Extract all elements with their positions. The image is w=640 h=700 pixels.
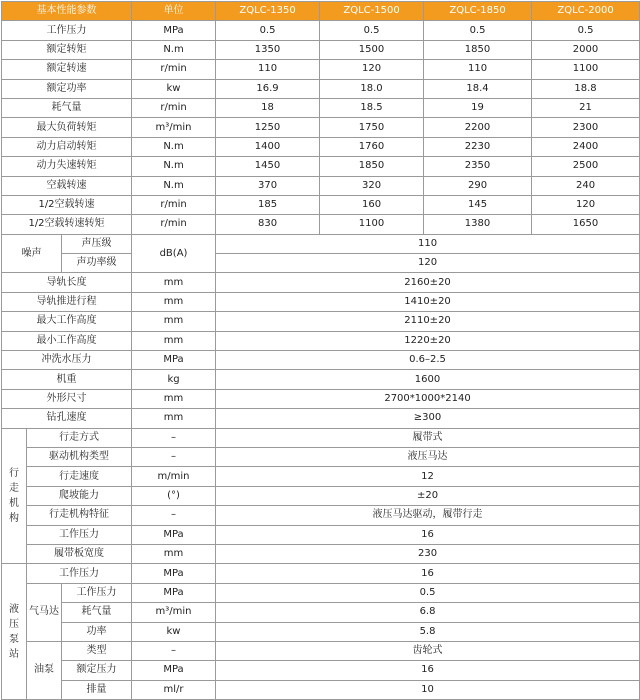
unit-cell: m³/min <box>132 118 216 137</box>
unit-cell: N.m <box>132 137 216 156</box>
unit-cell: – <box>132 506 216 525</box>
value-cell: 19 <box>424 98 532 117</box>
value-cell: 120 <box>216 254 640 273</box>
value-cell: 1760 <box>320 137 424 156</box>
travel-row <box>2 447 640 466</box>
unit-cell: mm <box>132 312 216 331</box>
param-label: 额定转速 <box>2 60 132 79</box>
header-row <box>2 2 640 21</box>
value-cell: 1400 <box>216 137 320 156</box>
param-label: 最大负荷转矩 <box>2 118 132 137</box>
value-cell: 16 <box>216 564 640 583</box>
common-row <box>2 351 640 370</box>
unit-cell: r/min <box>132 98 216 117</box>
hydraulic-row <box>2 680 640 699</box>
param-label: 动力启动转矩 <box>2 137 132 156</box>
model-row <box>2 157 640 176</box>
value-cell: 齿轮式 <box>216 641 640 660</box>
value-cell: 2230 <box>424 137 532 156</box>
param-label: 工作压力 <box>62 583 132 602</box>
unit-cell: mm <box>132 409 216 428</box>
value-cell: 1100 <box>532 60 640 79</box>
param-label: 耗气量 <box>2 98 132 117</box>
unit-cell: MPa <box>132 564 216 583</box>
value-cell: 16 <box>216 525 640 544</box>
model-row <box>2 60 640 79</box>
value-cell: 120 <box>320 60 424 79</box>
param-label: 1/2空载转速 <box>2 195 132 214</box>
hydraulic-row <box>2 641 640 660</box>
hydraulic-group-label: 液 压 泵 站 <box>2 564 27 700</box>
value-cell: 18.4 <box>424 79 532 98</box>
param-label: 行走速度 <box>27 467 132 486</box>
value-cell: 2400 <box>532 137 640 156</box>
value-cell: 1850 <box>424 40 532 59</box>
value-cell: 0.5 <box>216 21 320 40</box>
value-cell: 1350 <box>216 40 320 59</box>
param-label: 爬坡能力 <box>27 486 132 505</box>
model-row <box>2 79 640 98</box>
unit-cell: mm <box>132 331 216 350</box>
value-cell: 230 <box>216 544 640 563</box>
unit-cell: kw <box>132 79 216 98</box>
param-label: 行走机构特征 <box>27 506 132 525</box>
param-label: 排量 <box>62 680 132 699</box>
unit-cell: kg <box>132 370 216 389</box>
model-row <box>2 98 640 117</box>
value-cell: 1100 <box>320 215 424 234</box>
common-row <box>2 331 640 350</box>
value-cell: 320 <box>320 176 424 195</box>
param-label: 冲洗水压力 <box>2 351 132 370</box>
value-cell: 830 <box>216 215 320 234</box>
hydraulic-row <box>2 661 640 680</box>
value-cell: 0.6–2.5 <box>216 351 640 370</box>
value-cell: 2500 <box>532 157 640 176</box>
value-cell: 16.9 <box>216 79 320 98</box>
unit-cell: m³/min <box>132 603 216 622</box>
value-cell: 18 <box>216 98 320 117</box>
unit-cell: – <box>132 447 216 466</box>
value-cell: 1500 <box>320 40 424 59</box>
value-cell: 18.8 <box>532 79 640 98</box>
unit-cell: – <box>132 428 216 447</box>
value-cell: 2300 <box>532 118 640 137</box>
unit-cell: r/min <box>132 195 216 214</box>
param-label: 工作压力 <box>27 564 132 583</box>
travel-row <box>2 428 640 447</box>
value-cell: 0.5 <box>216 583 640 602</box>
value-cell: 145 <box>424 195 532 214</box>
noise-group-label: 噪声 <box>2 234 62 273</box>
value-cell: 0.5 <box>424 21 532 40</box>
unit-cell: MPa <box>132 661 216 680</box>
header-model-1350: ZQLC-1350 <box>216 2 320 21</box>
value-cell: 110 <box>216 60 320 79</box>
param-label: 履带板宽度 <box>27 544 132 563</box>
air-motor-group-label: 气马达 <box>27 583 62 641</box>
param-label: 空载转速 <box>2 176 132 195</box>
oil-pump-group-label: 油泵 <box>27 641 62 699</box>
param-label: 功率 <box>62 622 132 641</box>
value-cell: 18.5 <box>320 98 424 117</box>
model-row <box>2 195 640 214</box>
header-param: 基本性能参数 <box>2 2 132 21</box>
value-cell: 185 <box>216 195 320 214</box>
unit-cell: mm <box>132 292 216 311</box>
param-label: 导轨推进行程 <box>2 292 132 311</box>
value-cell: 履带式 <box>216 428 640 447</box>
value-cell: 6.8 <box>216 603 640 622</box>
value-cell: 0.5 <box>320 21 424 40</box>
param-label: 动力失速转矩 <box>2 157 132 176</box>
unit-cell: kw <box>132 622 216 641</box>
value-cell: 370 <box>216 176 320 195</box>
unit-cell: MPa <box>132 351 216 370</box>
value-cell: 2350 <box>424 157 532 176</box>
value-cell: 120 <box>532 195 640 214</box>
unit-cell: MPa <box>132 583 216 602</box>
common-row <box>2 292 640 311</box>
param-label: 机重 <box>2 370 132 389</box>
common-row <box>2 312 640 331</box>
unit-cell: N.m <box>132 157 216 176</box>
hydraulic-row <box>2 564 640 583</box>
travel-row <box>2 467 640 486</box>
value-cell: 1380 <box>424 215 532 234</box>
value-cell: 1220±20 <box>216 331 640 350</box>
value-cell: 16 <box>216 661 640 680</box>
value-cell: 240 <box>532 176 640 195</box>
value-cell: 1650 <box>532 215 640 234</box>
value-cell: 液压马达驱动，履带行走 <box>216 506 640 525</box>
travel-row <box>2 525 640 544</box>
common-row <box>2 273 640 292</box>
value-cell: 110 <box>424 60 532 79</box>
value-cell: 2000 <box>532 40 640 59</box>
param-label: 最小工作高度 <box>2 331 132 350</box>
value-cell: 290 <box>424 176 532 195</box>
model-row <box>2 137 640 156</box>
model-row <box>2 215 640 234</box>
unit-cell: N.m <box>132 40 216 59</box>
value-cell: 1600 <box>216 370 640 389</box>
param-label: 导轨长度 <box>2 273 132 292</box>
header-unit: 单位 <box>132 2 216 21</box>
value-cell: 12 <box>216 467 640 486</box>
value-cell: 2160±20 <box>216 273 640 292</box>
value-cell: 1450 <box>216 157 320 176</box>
header-model-1850: ZQLC-1850 <box>424 2 532 21</box>
value-cell: 1410±20 <box>216 292 640 311</box>
value-cell: 1250 <box>216 118 320 137</box>
param-label: 声功率级 <box>62 254 132 273</box>
value-cell: 0.5 <box>532 21 640 40</box>
noise-row <box>2 254 640 273</box>
param-label: 额定压力 <box>62 661 132 680</box>
unit-cell: MPa <box>132 525 216 544</box>
unit-cell: ml/r <box>132 680 216 699</box>
value-cell: 液压马达 <box>216 447 640 466</box>
header-model-1500: ZQLC-1500 <box>320 2 424 21</box>
param-label: 驱动机构类型 <box>27 447 132 466</box>
hydraulic-row <box>2 583 640 602</box>
travel-row <box>2 506 640 525</box>
noise-row <box>2 234 640 253</box>
value-cell: 2110±20 <box>216 312 640 331</box>
value-cell: 1750 <box>320 118 424 137</box>
unit-cell: mm <box>132 544 216 563</box>
param-label: 额定转矩 <box>2 40 132 59</box>
param-label: 最大工作高度 <box>2 312 132 331</box>
common-row <box>2 370 640 389</box>
spec-table <box>1 1 640 700</box>
common-row <box>2 389 640 408</box>
unit-cell: mm <box>132 273 216 292</box>
value-cell: 5.8 <box>216 622 640 641</box>
value-cell: 2700*1000*2140 <box>216 389 640 408</box>
model-row <box>2 176 640 195</box>
hydraulic-row <box>2 622 640 641</box>
param-label: 工作压力 <box>2 21 132 40</box>
unit-cell: – <box>132 641 216 660</box>
common-row <box>2 409 640 428</box>
header-model-2000: ZQLC-2000 <box>532 2 640 21</box>
travel-group-label: 行 走 机 构 <box>2 428 27 564</box>
value-cell: 160 <box>320 195 424 214</box>
param-label: 类型 <box>62 641 132 660</box>
value-cell: 1850 <box>320 157 424 176</box>
unit-cell: (°) <box>132 486 216 505</box>
model-row <box>2 21 640 40</box>
param-label: 工作压力 <box>27 525 132 544</box>
model-row <box>2 118 640 137</box>
travel-row <box>2 544 640 563</box>
unit-cell: r/min <box>132 215 216 234</box>
model-row <box>2 40 640 59</box>
param-label: 外形尺寸 <box>2 389 132 408</box>
param-label: 1/2空载转速转矩 <box>2 215 132 234</box>
unit-cell: dB(A) <box>132 234 216 273</box>
value-cell: 110 <box>216 234 640 253</box>
value-cell: ±20 <box>216 486 640 505</box>
param-label: 行走方式 <box>27 428 132 447</box>
value-cell: ≥300 <box>216 409 640 428</box>
unit-cell: mm <box>132 389 216 408</box>
value-cell: 10 <box>216 680 640 699</box>
param-label: 耗气量 <box>62 603 132 622</box>
unit-cell: N.m <box>132 176 216 195</box>
param-label: 钻孔速度 <box>2 409 132 428</box>
value-cell: 2200 <box>424 118 532 137</box>
hydraulic-row <box>2 603 640 622</box>
param-label: 额定功率 <box>2 79 132 98</box>
unit-cell: r/min <box>132 60 216 79</box>
value-cell: 21 <box>532 98 640 117</box>
table-body <box>2 21 640 700</box>
value-cell: 18.0 <box>320 79 424 98</box>
param-label: 声压级 <box>62 234 132 253</box>
travel-row <box>2 486 640 505</box>
unit-cell: MPa <box>132 21 216 40</box>
unit-cell: m/min <box>132 467 216 486</box>
